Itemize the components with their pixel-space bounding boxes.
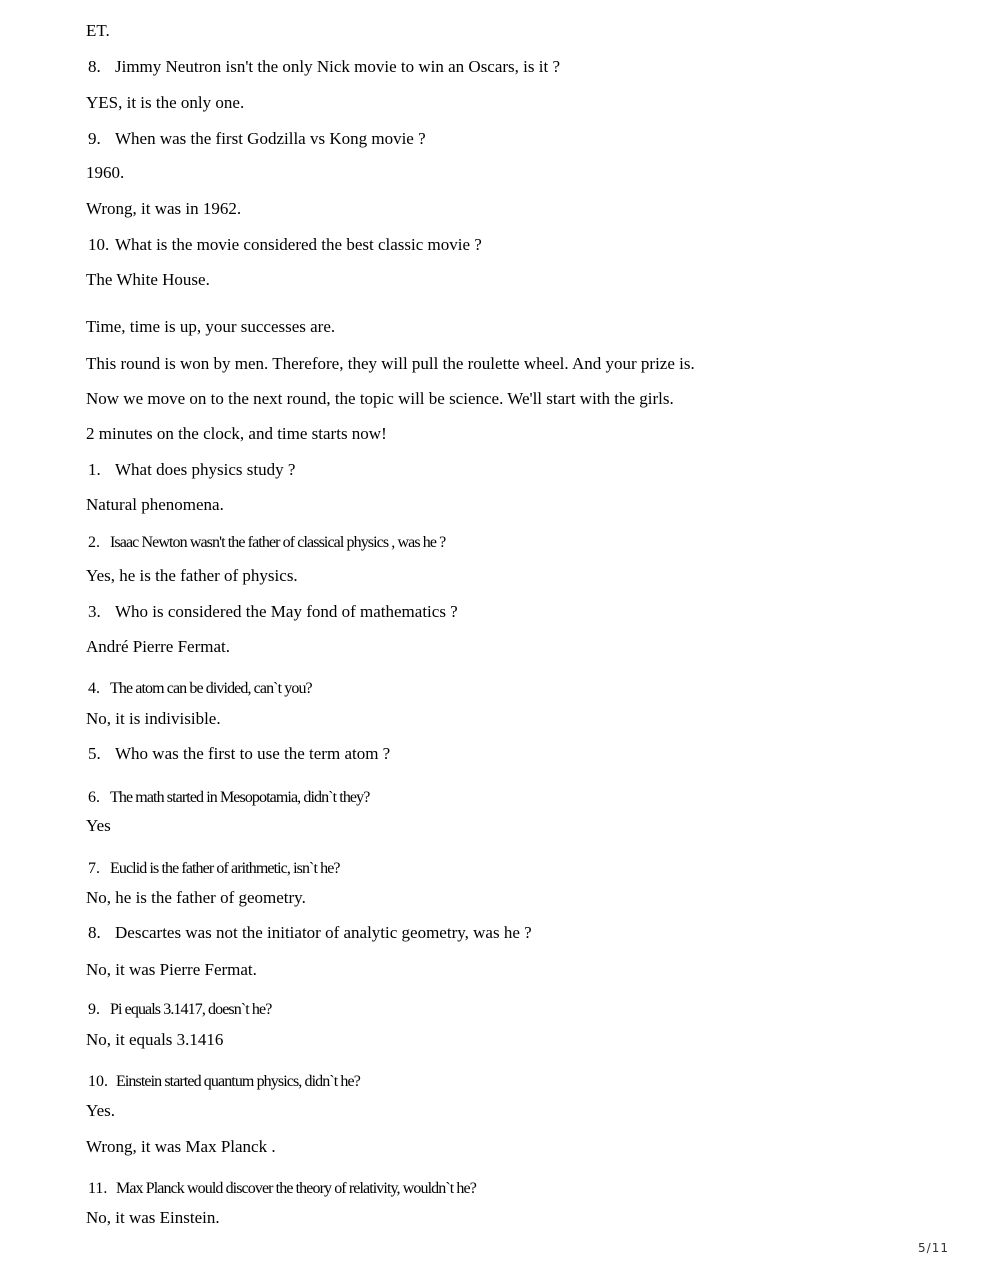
answer: 1960. <box>86 163 125 182</box>
question-3: 3. Who is considered the May fond of mathematics ? <box>88 602 458 621</box>
question-number: 1. <box>88 460 101 479</box>
narration: This round is won by men. Therefore, they will pull the roulette wheel. And your prize is. <box>86 354 695 373</box>
question-number: 4. <box>88 680 100 697</box>
question-number: 10. <box>88 1073 108 1090</box>
answer: Wrong, it was Max Planck . <box>86 1137 276 1156</box>
answer: Yes, he is the father of physics. <box>86 566 298 585</box>
answer: Wrong, it was in 1962. <box>86 199 242 218</box>
answer: Yes. <box>86 1101 115 1120</box>
answer: André Pierre Fermat. <box>86 637 230 656</box>
question-number: 8. <box>88 57 101 76</box>
question-10b: 10. Einstein started quantum physics, didn`t he? <box>88 1073 360 1090</box>
question-number: 3. <box>88 602 101 621</box>
answer: No, it was Pierre Fermat. <box>86 960 257 979</box>
narration: Time, time is up, your successes are. <box>86 317 336 336</box>
question-number: 9. <box>88 129 101 148</box>
question-10: 10. What is the movie considered the best classic movie ? <box>88 235 482 254</box>
answer: No, he is the father of geometry. <box>86 888 306 907</box>
question-number: 8. <box>88 923 101 942</box>
answer: No, it is indivisible. <box>86 709 221 728</box>
page-number: 5/11 <box>918 1241 949 1255</box>
question-number: 9. <box>88 1001 100 1018</box>
question-6: 6. The math started in Mesopotamia, didn`t they? <box>88 789 370 806</box>
question-7: 7. Euclid is the father of arithmetic, isn`t he? <box>88 860 340 877</box>
answer: YES, it is the only one. <box>86 93 245 112</box>
answer: Natural phenomena. <box>86 495 224 514</box>
question-9b: 9. Pi equals 3.1417, doesn`t he? <box>88 1001 272 1018</box>
question-5: 5. Who was the first to use the term atom ? <box>88 744 391 763</box>
question-number: 2. <box>88 534 100 551</box>
question-11: 11. Max Planck would discover the theory of relativity, wouldn`t he? <box>88 1180 476 1197</box>
answer: No, it equals 3.1416 <box>86 1030 224 1049</box>
question-4: 4. The atom can be divided, can`t you? <box>88 680 312 697</box>
answer: Yes <box>86 816 111 835</box>
question-1: 1. What does physics study ? <box>88 460 296 479</box>
question-number: 5. <box>88 744 101 763</box>
answer: The White House. <box>86 270 210 289</box>
question-number: 11. <box>88 1180 108 1197</box>
question-number: 7. <box>88 860 100 877</box>
question-number: 6. <box>88 789 100 806</box>
question-number: 10. <box>88 235 110 254</box>
question-9: 9. When was the first Godzilla vs Kong movie ? <box>88 129 426 148</box>
narration: 2 minutes on the clock, and time starts now! <box>86 424 387 443</box>
narration: Now we move on to the next round, the topic will be science. We'll start with the girls. <box>86 389 674 408</box>
line-0: ET. <box>86 21 110 40</box>
question-8: 8. Jimmy Neutron isn't the only Nick movie to win an Oscars, is it ? <box>88 57 561 76</box>
answer: No, it was Einstein. <box>86 1208 220 1227</box>
question-2: 2. Isaac Newton wasn't the father of classical physics , was he ? <box>88 534 446 551</box>
question-8b: 8. Descartes was not the initiator of analytic geometry, was he ? <box>88 923 532 942</box>
